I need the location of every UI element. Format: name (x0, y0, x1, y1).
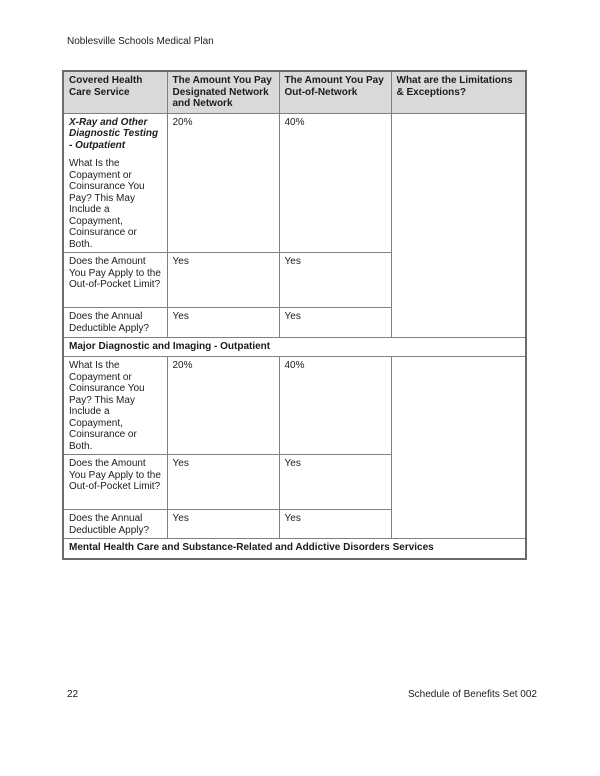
service-title-xray: X-Ray and Other Diagnostic Testing - Outpatient (69, 116, 159, 151)
question-copay: What Is the Copayment or Coinsurance You Pay? This May Include a Copayment, Coinsurance or Both. (69, 360, 145, 452)
document-title: Noblesville Schools Medical Plan (67, 36, 214, 47)
col-header-limitations: What are the Limitations & Exceptions? (391, 71, 526, 113)
cell-major-copay-out-of-network: 40% (279, 357, 391, 455)
cell-major-copay-designated: 20% (167, 357, 279, 455)
cell-xray-limitations (391, 113, 526, 338)
question-out-of-pocket: Does the Amount You Pay Apply to the Out-of-Pocket Limit? (63, 455, 167, 510)
page-number: 22 (67, 689, 79, 700)
table-header-row (63, 71, 526, 113)
cell-xray-oop-designated: Yes (167, 253, 279, 308)
row-xray-copay (63, 113, 526, 253)
cell-major-deductible-out-of-network: Yes (279, 510, 391, 539)
question-deductible: Does the Annual Deductible Apply? (63, 308, 167, 338)
section-header-mental-health: Mental Health Care and Substance-Related and Addictive Disorders Services (63, 539, 526, 559)
section-header-major-diagnostic: Major Diagnostic and Imaging - Outpatient (63, 338, 526, 357)
cell-xray-deductible-out-of-network: Yes (279, 308, 391, 338)
col-header-covered-service: Covered Health Care Service (63, 71, 167, 113)
question-out-of-pocket: Does the Amount You Pay Apply to the Out-of-Pocket Limit? (63, 253, 167, 308)
cell-xray-oop-out-of-network: Yes (279, 253, 391, 308)
cell-major-oop-out-of-network: Yes (279, 455, 391, 510)
cell-xray-service-question (63, 113, 167, 253)
section-row-major-diagnostic (63, 338, 526, 357)
cell-xray-copay-designated: 20% (167, 113, 279, 253)
col-header-designated-network: The Amount You Pay Designated Network and Network (167, 71, 279, 113)
row-major-copay (63, 357, 526, 455)
cell-major-oop-designated: Yes (167, 455, 279, 510)
footer-document-label: Schedule of Benefits Set 002 (408, 689, 537, 700)
cell-xray-copay-out-of-network: 40% (279, 113, 391, 253)
cell-major-deductible-designated: Yes (167, 510, 279, 539)
col-header-out-of-network: The Amount You Pay Out-of-Network (279, 71, 391, 113)
cell-major-question-copay (63, 357, 167, 455)
cell-xray-deductible-designated: Yes (167, 308, 279, 338)
question-copay: What Is the Copayment or Coinsurance You Pay? This May Include a Copayment, Coinsurance or Both. (69, 158, 145, 250)
page-footer (67, 689, 537, 701)
question-deductible: Does the Annual Deductible Apply? (63, 510, 167, 539)
section-row-mental-health (63, 539, 526, 559)
benefits-table (62, 70, 527, 560)
cell-major-limitations (391, 357, 526, 539)
